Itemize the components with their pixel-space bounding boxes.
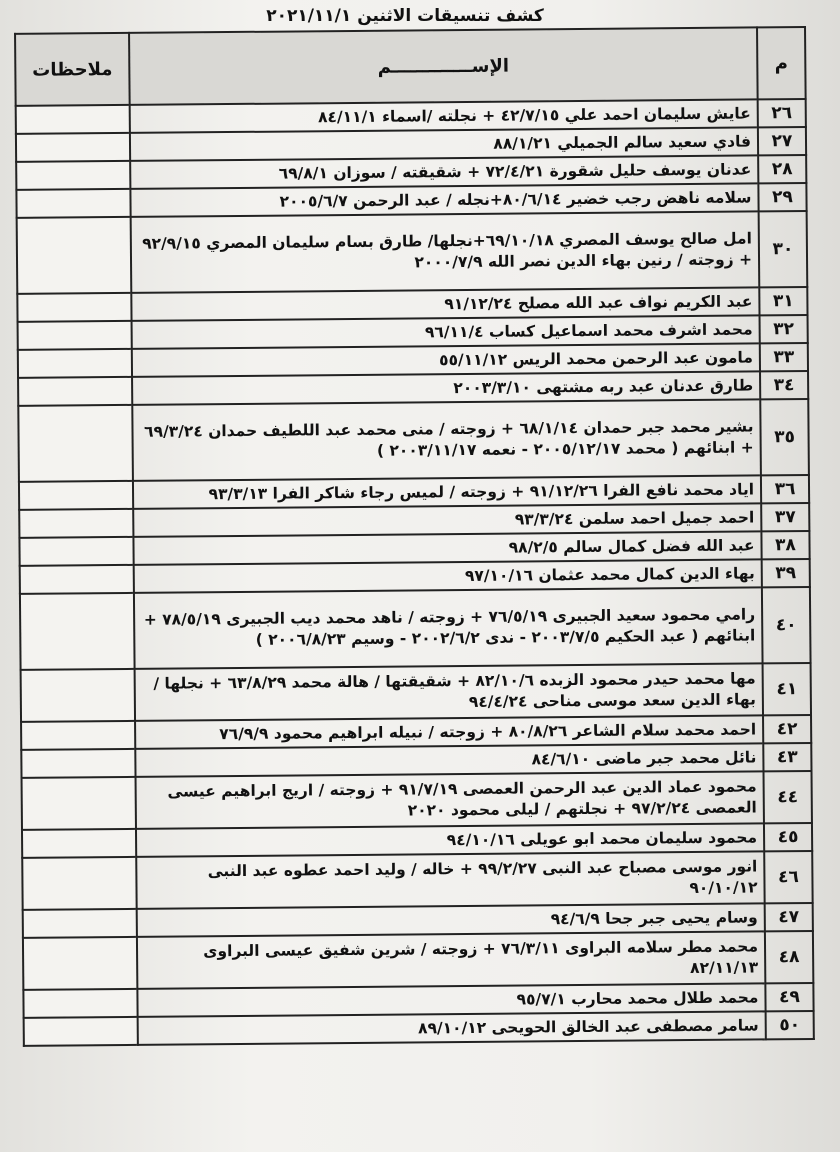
row-notes [16, 161, 130, 190]
table-row [22, 771, 812, 830]
row-name: رامي محمود سعيد الجبيرى ٧٦/٥/١٩ + زوجته / ناهد محمد ديب الجبيرى ٧٨/٥/١٩ + ابنائهم ( عبد الحكيم ٢٠٠٣/٧/٥ - ندى ٢٠٠٢/٦/٢ - وسيم ٢٠٠٦/٨/٢٣ ) [134, 587, 763, 668]
row-notes [16, 105, 130, 134]
table-row [22, 851, 812, 910]
row-notes [21, 669, 135, 722]
row-name: نائل محمد جبر ماضى ٨٤/٦/١٠ [135, 743, 763, 776]
row-notes [17, 217, 132, 294]
row-notes [22, 777, 136, 830]
header-name: الإســـــــــــــم [129, 27, 758, 104]
row-notes [18, 321, 132, 350]
header-notes: ملاحظات [15, 33, 130, 106]
row-notes [24, 1017, 138, 1046]
header-num: م [757, 27, 806, 99]
row-number: ٤٥ [764, 823, 812, 851]
row-name: بهاء الدين كمال محمد عثمان ٩٧/١٠/١٦ [134, 559, 762, 592]
row-number: ٤٠ [762, 587, 811, 663]
row-number: ٣٥ [760, 399, 809, 475]
row-name: وسام يحيى جبر جحا ٩٤/٦/٩ [137, 903, 765, 936]
row-notes [17, 293, 131, 322]
row-number: ٣١ [759, 287, 807, 315]
row-number: ٣٨ [761, 531, 809, 559]
row-name: محمود سليمان محمد ابو عويلى ٩٤/١٠/١٦ [136, 823, 764, 856]
row-notes [23, 989, 137, 1018]
row-number: ٣٣ [760, 343, 808, 371]
row-notes [22, 857, 136, 910]
row-number: ٣٧ [761, 503, 809, 531]
row-number: ٣٠ [759, 211, 808, 287]
row-name: انور موسى مصباح عبد النبى ٩٩/٢/٢٧ + خاله / وليد احمد عطوه عبد النبى ٩٠/١٠/١٢ [136, 851, 764, 908]
table-row [24, 1011, 814, 1046]
table-row [20, 587, 811, 670]
row-notes [22, 829, 136, 858]
row-name: بشير محمد جبر حمدان ٦٨/١/١٤ + زوجته / منى محمد عبد اللطيف حمدان ٦٩/٣/٢٤ + ابنائهم ( محمد ٢٠٠٥/١٢/١٧ - نعمه ٢٠٠٣/١١/١٧ ) [132, 399, 761, 480]
row-notes [19, 481, 133, 510]
row-notes [23, 937, 137, 990]
row-number: ٤٩ [765, 983, 813, 1011]
row-name: محمد طلال محمد محارب ٩٥/٧/١ [137, 983, 765, 1016]
row-number: ٢٨ [758, 155, 806, 183]
row-name: اياد محمد نافع الفرا ٩١/١٢/٢٦ + زوجته / لميس رجاء شاكر الفرا ٩٣/٣/١٣ [133, 475, 761, 508]
row-number: ٥٠ [766, 1011, 814, 1039]
row-number: ٤٦ [764, 851, 812, 903]
table-row [23, 931, 813, 990]
row-number: ٤٤ [764, 771, 812, 823]
row-number: ٣٤ [760, 371, 808, 399]
row-number: ٢٩ [758, 183, 806, 211]
row-number: ٤٣ [763, 743, 811, 771]
row-notes [20, 565, 134, 594]
row-name: مامون عبد الرحمن محمد الريس ٥٥/١١/١٢ [132, 343, 760, 376]
row-notes [16, 133, 130, 162]
row-number: ٣٩ [762, 559, 810, 587]
row-name: عدنان يوسف حليل شقورة ٧٢/٤/٢١ + شقيقته / سوزان ٦٩/٨/١ [130, 155, 758, 188]
row-name: فادي سعيد سالم الجميلي ٨٨/١/٢١ [130, 127, 758, 160]
row-name: طارق عدنان عبد ربه مشتهى ٢٠٠٣/٣/١٠ [132, 371, 760, 404]
row-number: ٣٢ [760, 315, 808, 343]
document-title: كشف تنسيقات الاثنين ٢٠٢١/١١/١ [266, 6, 544, 26]
row-notes [21, 721, 135, 750]
table-row [18, 399, 809, 482]
row-notes [16, 189, 130, 218]
row-name: امل صالح يوسف المصري ٦٩/١٠/١٨+نجلها/ طارق بسام سليمان المصري ٩٢/٩/١٥ + زوجته / رنين بهاء الدين نصر الله ٢٠٠٠/٧/٩ [131, 211, 760, 292]
row-name: سلامه ناهض رجب خضير ٨٠/٦/١٤+نجله / عبد الرحمن ٢٠٠٥/٦/٧ [130, 183, 758, 216]
row-name: محمد مطر سلامه البراوى ٧٦/٣/١١ + زوجته / شرين شفيق عيسى البراوى ٨٢/١١/١٣ [137, 931, 765, 988]
row-notes [19, 509, 133, 538]
row-notes [21, 749, 135, 778]
table-body [16, 99, 814, 1046]
row-name: عايش سليمان احمد علي ٤٢/٧/١٥ + نجلته /اسماء ٨٤/١١/١ [130, 99, 758, 132]
row-name: مها محمد حيدر محمود الزبده ٨٢/١٠/٦ + شقيقتها / هالة محمد ٦٣/٨/٢٩ + نجلها / بهاء الدين سعد موسى مناحى ٩٤/٤/٢٤ [135, 663, 763, 720]
row-name: عبد الله فضل كمال سالم ٩٨/٢/٥ [133, 531, 761, 564]
row-number: ٤١ [763, 663, 811, 715]
table-row [17, 211, 808, 294]
row-number: ٢٦ [758, 99, 806, 127]
row-number: ٢٧ [758, 127, 806, 155]
row-name: محمود عماد الدين عبد الرحمن العمصى ٩١/٧/١٩ + زوجته / اريج ابراهيم عيسى العمصى ٩٧/٢/٢٤ + نجلتهم / ليلى محمود ٢٠٢٠ [136, 771, 764, 828]
row-notes [18, 349, 132, 378]
row-notes [18, 377, 132, 406]
row-notes [23, 909, 137, 938]
row-name: عبد الكريم نواف عبد الله مصلح ٩١/١٢/٢٤ [131, 287, 759, 320]
row-name: احمد جميل احمد سلمن ٩٣/٣/٢٤ [133, 503, 761, 536]
row-name: سامر مصطفى عبد الخالق الحويحى ٨٩/١٠/١٢ [138, 1011, 766, 1044]
table-header-row [15, 27, 806, 106]
row-name: احمد محمد سلام الشاعر ٨٠/٨/٢٦ + زوجته / نبيله ابراهيم محمود ٧٦/٩/٩ [135, 715, 763, 748]
row-notes [19, 537, 133, 566]
row-notes [18, 405, 133, 482]
table-row [21, 663, 811, 722]
row-name: محمد اشرف محمد اسماعيل كساب ٩٦/١١/٤ [132, 315, 760, 348]
row-number: ٤٨ [765, 931, 813, 983]
row-number: ٣٦ [761, 475, 809, 503]
row-number: ٤٧ [765, 903, 813, 931]
row-number: ٤٢ [763, 715, 811, 743]
names-table [14, 26, 815, 1047]
row-notes [20, 593, 135, 670]
